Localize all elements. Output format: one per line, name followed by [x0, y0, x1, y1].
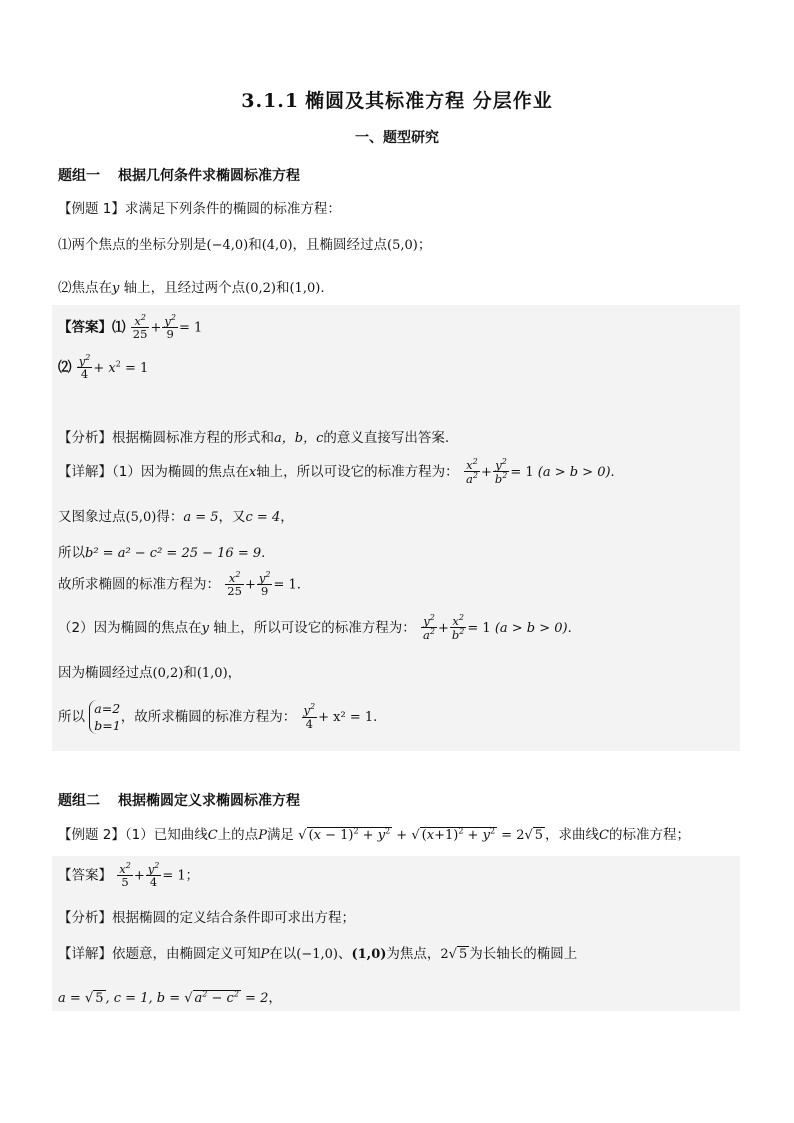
example2-end: 的标准方程； — [609, 827, 690, 843]
q2-point1: (0,2) — [245, 281, 276, 296]
detail1-line7 — [58, 700, 377, 734]
detail2-line2-end: ， — [268, 990, 282, 1006]
fraction: $\frac{y^2}{a^2}$ — [423, 613, 435, 643]
fraction: $\frac{x^2}{25}$ — [132, 313, 148, 342]
detail3-a: 所以 — [58, 545, 85, 561]
q1-point3: (5,0) — [387, 238, 418, 253]
detail2-line1: 【详解】依题意，由椭圆定义可知P在以(−1,0)、(1,0)为焦点，2√ 5 为长轴长的椭圆上 — [58, 946, 578, 962]
analysis1-text: 根据椭圆标准方程的形式和 — [112, 430, 274, 446]
example1-tag: 【例题 1】 — [58, 201, 125, 217]
detail2-focus1: (−1,0) — [296, 947, 338, 962]
detail1-text1: （1）因为椭圆的焦点在 — [112, 463, 249, 480]
page-title — [0, 86, 794, 113]
example2-curve: C — [207, 828, 218, 843]
detail1-line3 — [58, 541, 265, 561]
q1-point2: (4,0) — [261, 238, 293, 253]
q2-end: . — [320, 280, 325, 296]
analysis1-end: 的意义直接写出答案. — [323, 430, 450, 446]
analysis2-line — [58, 906, 355, 926]
detail2-focus2: (1,0) — [351, 947, 387, 962]
example1-text: 求满足下列条件的椭圆的标准方程： — [124, 201, 341, 217]
detail5-var: y — [201, 620, 209, 636]
detail2-equation: a = √ 5 , c = 1, b = √ $a^2 - c^2 = 2$ — [58, 989, 269, 1006]
example2-statement — [58, 823, 690, 843]
detail1-line2 — [58, 505, 294, 525]
answer1-num2: ⑵ — [58, 359, 72, 376]
detail2-end: ， — [280, 509, 294, 525]
detail1-line4: 故所求椭圆的标准方程为： $\frac{x^2}{25}$ + $\frac{y^2}{9}$ = 1. — [58, 570, 301, 599]
group1-title: 根据几何条件求椭圆标准方程 — [118, 168, 300, 184]
detail6-and: 和 — [183, 665, 197, 681]
fraction: $\frac{y^2}{9}$ — [164, 313, 176, 342]
detail1-cond: (a > b > 0). — [537, 464, 615, 480]
detail1-text2: 轴上，所以可设它的标准方程为： — [256, 463, 459, 480]
detail2-sep: 、 — [337, 946, 352, 962]
detail7-a: 所以 — [58, 709, 85, 725]
detail7-end: + x² = 1. — [318, 710, 378, 725]
q1-prefix: ⑴两个焦点的坐标分别是 — [58, 237, 207, 253]
fraction: $\frac{x^2}{25}$ — [227, 570, 242, 599]
detail1-line5: （2）因为椭圆的焦点在y 轴上，所以可设它的标准方程为： $\frac{y^2}{a^2}$ + $\frac{x^2}{b^2}$ = 1 (a > b > 0). — [58, 613, 572, 643]
answer1-tag: 【答案】 — [58, 319, 112, 336]
answer1-num1: ⑴ — [112, 319, 126, 336]
detail6-point2: (1,0) — [196, 666, 228, 681]
analysis2-text: 根据椭圆的定义结合条件即可求出方程； — [112, 910, 355, 926]
analysis1-vars: a，b，c — [274, 431, 324, 446]
fraction: $\frac{y^2}{b^2}$ — [494, 457, 508, 487]
q2-mid: 轴上，且经过两个点 — [119, 280, 246, 296]
fraction: $\frac{y^2}{9}$ — [258, 570, 271, 599]
example2-curve2: C — [599, 828, 609, 843]
solution1-box — [52, 305, 740, 751]
example2-d: ，求曲线 — [545, 827, 600, 843]
fraction: $\frac{x^2}{5}$ — [119, 861, 131, 890]
title-number: 3.1.1 — [241, 90, 300, 112]
detail7-mid: ，故所求椭圆的标准方程为： — [120, 709, 297, 725]
detail2-tag: 【详解】 — [58, 946, 112, 962]
group2-title: 根据椭圆定义求椭圆标准方程 — [118, 793, 300, 809]
detail5-a: （2）因为椭圆的焦点在 — [58, 619, 202, 636]
answer2-end: = 1； — [162, 868, 199, 884]
detail5-b: 轴上，所以可设它的标准方程为： — [208, 619, 416, 636]
detail2-point-p: P — [260, 947, 270, 962]
detail4-end: = 1. — [273, 577, 301, 593]
fraction: $\frac{y^2}{4}$ — [303, 702, 316, 731]
detail1-var: x — [248, 464, 257, 480]
example2-b: 上的点 — [217, 827, 259, 843]
example1-question1 — [58, 233, 431, 253]
fraction: $\frac{x^2}{b^2}$ — [451, 613, 465, 643]
system-eq1: a=2 — [94, 701, 121, 716]
fraction: $\frac{x^2}{a^2}$ — [465, 457, 478, 487]
system-eq2: b=1 — [94, 718, 121, 733]
equation-system — [89, 700, 120, 734]
detail1-line1: 【详解】（1）因为椭圆的焦点在x轴上，所以可设它的标准方程为： $\frac{x^2}{a^2}$ + $\frac{y^2}{b^2}$ = 1 (a > b > 0). — [58, 457, 615, 487]
detail6-end: ， — [227, 665, 242, 681]
q2-var: y — [112, 281, 120, 296]
detail2-text-d: 为长轴长的椭圆上 — [469, 946, 578, 962]
detail2-b: 得： — [156, 509, 184, 525]
detail2-text-a: 依题意，由椭圆定义可知 — [112, 946, 261, 962]
detail6-a: 因为椭圆经过点 — [58, 665, 153, 681]
example1-statement — [58, 197, 341, 217]
title-text: 椭圆及其标准方程 分层作业 — [305, 90, 553, 112]
section-subtitle: 一、题型研究 — [355, 130, 439, 146]
detail1-tag: 【详解】 — [58, 463, 112, 480]
analysis1-line — [58, 426, 449, 446]
example2-tag: 【例题 2】 — [58, 827, 125, 843]
detail4-a: 故所求椭圆的标准方程为： — [58, 576, 220, 593]
fraction: $\frac{y^2}{4}$ — [78, 353, 91, 382]
q1-and: 和 — [248, 237, 262, 253]
detail2-line2 — [58, 986, 282, 1006]
example2-point: P — [258, 828, 267, 843]
q2-prefix: ⑵焦点在 — [58, 280, 112, 296]
detail5-cond: (a > b > 0). — [494, 620, 572, 636]
detail1-line6 — [58, 661, 241, 681]
detail2-text-c: 为焦点， — [386, 946, 441, 962]
q1-mid: ，且椭圆经过点 — [292, 237, 388, 253]
group2-heading — [58, 790, 300, 810]
detail2-point: (5,0) — [125, 510, 157, 525]
detail3-eq: b² = a² − c² = 25 − 16 = 9. — [85, 546, 266, 561]
group2-label: 题组二 — [58, 793, 100, 809]
example1-question2 — [58, 276, 325, 296]
example2-c: 满足 — [266, 827, 294, 843]
answer2-line: 【答案】 $\frac{x^2}{5}$ + $\frac{y^2}{4}$ = 1； — [58, 861, 199, 890]
detail2-text-b: 在以 — [269, 946, 297, 962]
detail2-c: ，又 — [218, 509, 246, 525]
q1-point1: (−4,0) — [206, 238, 249, 253]
detail2-eq2: c = 4 — [245, 510, 281, 525]
q2-and: 和 — [275, 280, 290, 296]
answer2-tag: 【答案】 — [58, 867, 112, 884]
analysis1-tag: 【分析】 — [58, 430, 112, 446]
example2-a: （1）已知曲线 — [124, 827, 208, 843]
detail6-point1: (0,2) — [152, 666, 184, 681]
answer1-line2: ⑵ $\frac{y^2}{4}$ + $x^2 = 1$ — [58, 353, 149, 382]
group1-label: 题组一 — [58, 168, 100, 184]
group1-heading — [58, 165, 300, 185]
example2-equation: √ $(x - 1)^2 + y^2$ + √ $(x+1)^2 + y^2 = 2√$ 5 — [298, 826, 544, 843]
q1-end: ； — [417, 237, 432, 253]
answer1-line1: 【答案】⑴ $\frac{x^2}{25}$ + $\frac{y^2}{9}$ = 1 — [58, 313, 203, 342]
detail2-a: 又图象过点 — [58, 509, 126, 525]
q2-point2: (1,0) — [289, 281, 321, 296]
analysis2-tag: 【分析】 — [58, 910, 112, 926]
fraction: $\frac{y^2}{4}$ — [147, 861, 160, 890]
detail2-eq1: a = 5 — [183, 510, 219, 525]
